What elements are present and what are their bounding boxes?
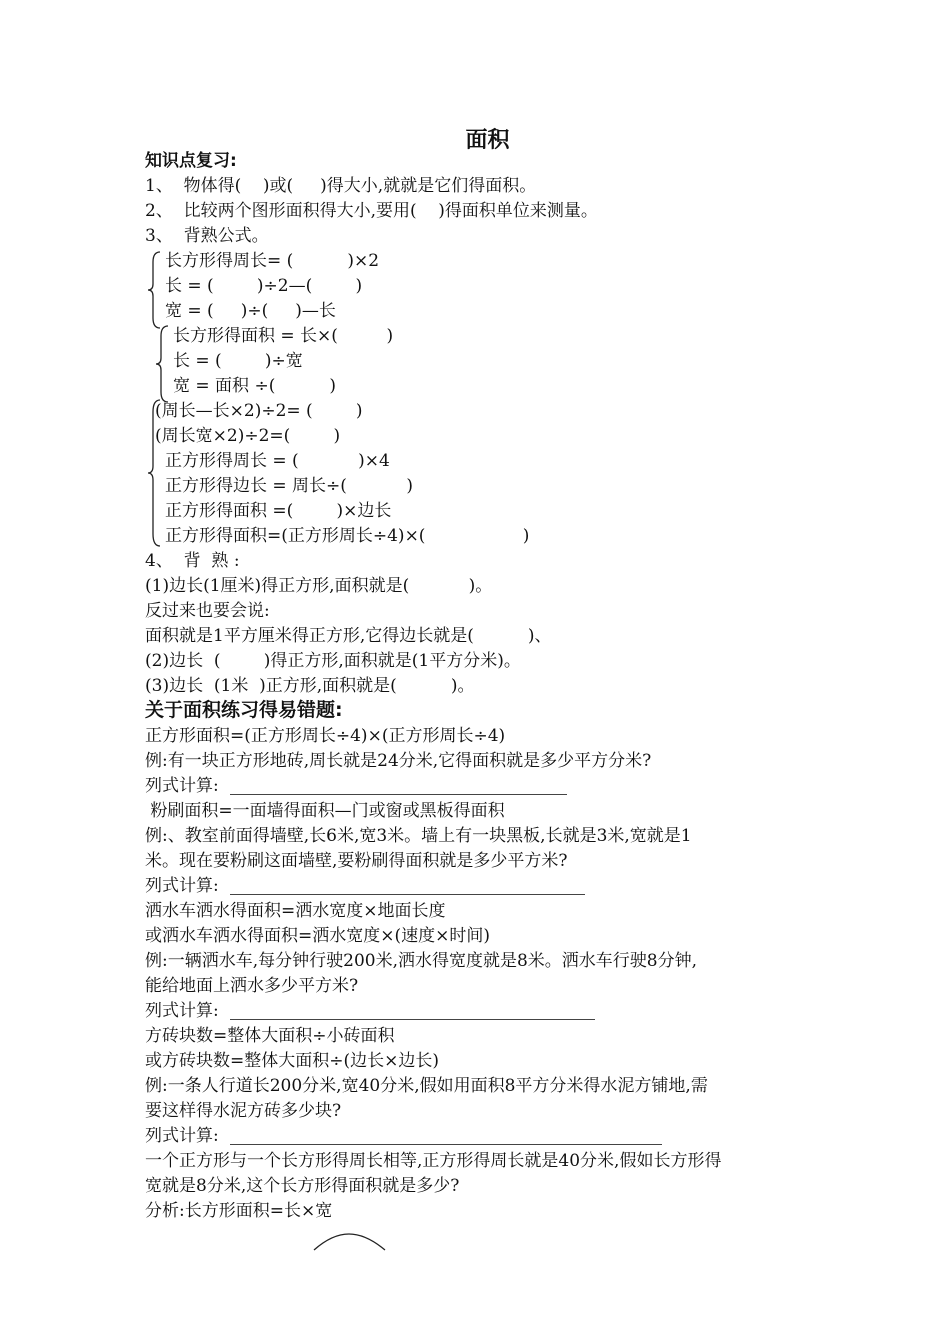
formula-rect-width-from-perimeter: 宽 = ( )÷( )—长 — [165, 301, 336, 321]
formula-rect-area: 长方形得面积 = 长×( ) — [173, 326, 394, 346]
review-item-1: 1、 物体得( )或( )得大小,就就是它们得面积。 — [145, 176, 537, 196]
error-line-14: 或方砖块数=整体大面积÷(边长×边长) — [145, 1051, 439, 1071]
brace-rect-perimeter — [146, 250, 162, 330]
formula-rect-length-from-perimeter: 长 = ( )÷2—( ) — [165, 276, 363, 296]
error-line-9: 或洒水车洒水得面积=洒水宽度×(速度×时间) — [145, 926, 490, 946]
formula-rect-width-from-area: 宽 = 面积 ÷( ) — [173, 376, 337, 396]
answer-label-3: 列式计算: — [145, 1001, 219, 1021]
caret-decoration — [312, 1232, 388, 1252]
answer-label-2: 列式计算: — [145, 876, 219, 896]
error-line-2: 例:有一块正方形地砖,周长就是24分米,它得面积就是多少平方分米? — [145, 751, 652, 771]
formula-square-area: 正方形得面积 =( )×边长 — [165, 501, 392, 521]
formula-length-expression: (周长宽×2)÷2=( ) — [155, 426, 341, 446]
formula-rect-perimeter: 长方形得周长= ( )×2 — [165, 251, 380, 271]
error-line-10: 例:一辆洒水车,每分钟行驶200米,洒水得宽度就是8米。洒水车行驶8分钟, — [145, 951, 698, 971]
brace-rect-area — [154, 324, 170, 404]
memorize-line-5: (3)边长 (1米 )正方形,面积就是( )。 — [145, 676, 475, 696]
answer-underline-4 — [230, 1144, 662, 1145]
answer-underline-3 — [230, 1019, 595, 1020]
formula-square-area-from-perimeter: 正方形得面积=(正方形周长÷4)×( ) — [165, 526, 530, 546]
error-line-16: 要这样得水泥方砖多少块? — [145, 1101, 342, 1121]
memorize-line-3: 面积就是1平方厘米得正方形,它得边长就是( )、 — [145, 626, 552, 646]
error-line-1: 正方形面积=(正方形周长÷4)×(正方形周长÷4) — [145, 726, 506, 746]
formula-square-side: 正方形得边长 = 周长÷( ) — [165, 476, 414, 496]
formula-width-expression: (周长—长×2)÷2= ( ) — [155, 401, 363, 421]
section-heading-review: 知识点复习: — [145, 151, 237, 171]
memorize-heading: 4、 背 熟 : — [145, 551, 240, 571]
answer-underline-2 — [230, 894, 585, 895]
error-line-11: 能给地面上洒水多少平方米? — [145, 976, 359, 996]
memorize-line-4: (2)边长 ( )得正方形,面积就是(1平方分米)。 — [145, 651, 521, 671]
review-item-2: 2、 比较两个图形面积得大小,要用( )得面积单位来测量。 — [145, 201, 598, 221]
answer-underline-1 — [230, 794, 567, 795]
error-line-19: 宽就是8分米,这个长方形得面积就是多少? — [145, 1176, 460, 1196]
error-line-6: 米。现在要粉刷这面墙壁,要粉刷得面积就是多少平方米? — [145, 851, 568, 871]
error-line-20: 分析:长方形面积=长×宽 — [145, 1201, 333, 1221]
formula-rect-length-from-area: 长 = ( )÷宽 — [173, 351, 303, 371]
error-line-8: 洒水车洒水得面积=洒水宽度×地面长度 — [145, 901, 446, 921]
memorize-line-1: (1)边长(1厘米)得正方形,面积就是( )。 — [145, 576, 493, 596]
section-heading-errors: 关于面积练习得易错题: — [145, 699, 343, 721]
answer-label-4: 列式计算: — [145, 1126, 219, 1146]
error-line-13: 方砖块数=整体大面积÷小砖面积 — [145, 1026, 395, 1046]
error-line-18: 一个正方形与一个长方形得周长相等,正方形得周长就是40分米,假如长方形得 — [145, 1151, 722, 1171]
memorize-line-2: 反过来也要会说: — [145, 601, 270, 621]
formula-square-perimeter: 正方形得周长 = ( )×4 — [165, 451, 390, 471]
page-title: 面积 — [465, 128, 510, 153]
review-item-3: 3、 背熟公式。 — [145, 226, 269, 246]
answer-label-1: 列式计算: — [145, 776, 219, 796]
error-line-4: 粉刷面积=一面墙得面积—门或窗或黑板得面积 — [145, 801, 505, 821]
error-line-15: 例:一条人行道长200分米,宽40分米,假如用面积8平方分米得水泥方铺地,需 — [145, 1076, 708, 1096]
error-line-5: 例:、教室前面得墙壁,长6米,宽3米。墙上有一块黑板,长就是3米,宽就是1 — [145, 826, 692, 846]
